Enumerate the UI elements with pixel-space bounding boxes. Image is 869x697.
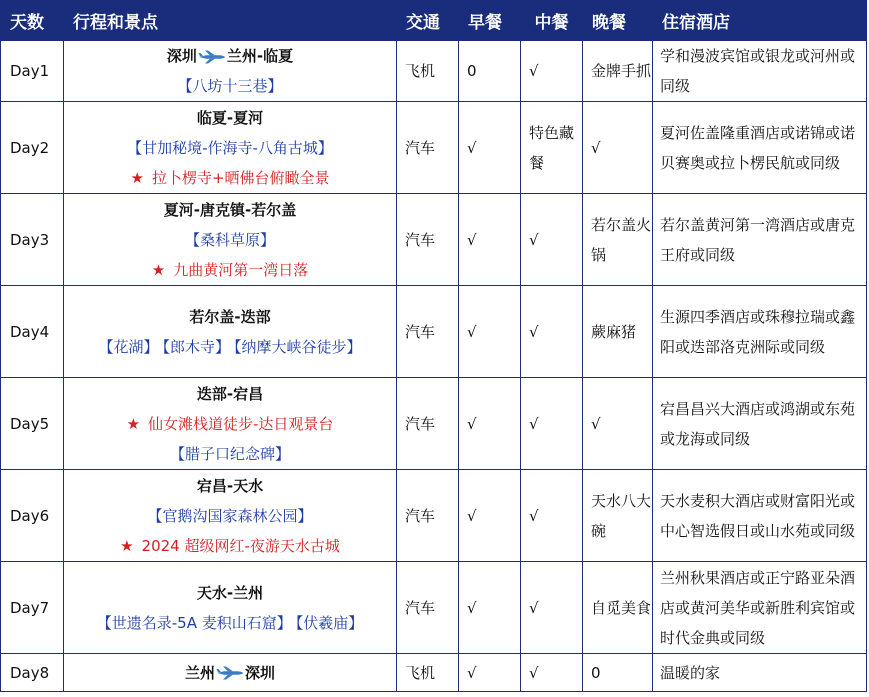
attraction-line (64, 439, 396, 469)
header-hotel: 住宿酒店 (653, 1, 867, 41)
header-itinerary: 行程和景点 (64, 1, 397, 41)
dinner-cell: 天水八大碗 (583, 470, 653, 562)
table-row (1, 470, 867, 562)
transport-cell: 汽车 (397, 102, 459, 194)
itinerary-cell (64, 41, 397, 102)
line-text: 【腊子口纪念碑】 (169, 444, 290, 463)
route-destination: 兰州-临夏 (226, 47, 294, 65)
transport-cell: 飞机 (397, 654, 459, 692)
dinner-cell: √ (583, 102, 653, 194)
route-title: 宕昌-天水 (196, 476, 264, 495)
attraction-tag: 【纳摩大峡谷徒步】 (234, 337, 362, 356)
breakfast-cell: 0 (459, 41, 521, 102)
table-row (1, 102, 867, 194)
lunch-cell: √ (521, 562, 583, 654)
line-text: 拉卜楞寺+晒佛台俯瞰全景 (151, 168, 330, 187)
header-breakfast: 早餐 (459, 1, 521, 41)
attraction-tag: 【世遗名录-5A 麦积山石窟】 (96, 613, 292, 632)
star-icon: ★ (126, 414, 141, 433)
itinerary-cell (64, 102, 397, 194)
line-text: 【八坊十三巷】 (177, 77, 283, 95)
table-row (1, 378, 867, 470)
route-title: 若尔盖-迭部 (189, 307, 271, 326)
lunch-cell: √ (521, 470, 583, 562)
dinner-cell: 蕨麻猪 (583, 286, 653, 378)
dinner-cell: 若尔盖火锅 (583, 194, 653, 286)
highlight-line (64, 531, 396, 561)
attraction-tag: 【郎木寺】 (162, 337, 230, 356)
star-icon: ★ (130, 168, 144, 187)
lunch-cell: √ (521, 286, 583, 378)
line-text: 【甘加秘境-作海寺-八角古城】 (127, 138, 333, 157)
table-row (1, 286, 867, 378)
attraction-line (64, 133, 396, 163)
table-row (1, 654, 867, 692)
line-text: 【官鹅沟国家森林公园】 (147, 506, 313, 525)
day-cell: Day8 (1, 654, 64, 692)
breakfast-cell: √ (459, 562, 521, 654)
itinerary-cell (64, 654, 397, 692)
hotel-cell: 学和漫波宾馆或银龙或河州或同级 (653, 41, 867, 102)
highlight-line (64, 409, 396, 439)
route-title (64, 41, 396, 71)
highlight-line (64, 163, 396, 193)
lunch-cell: √ (521, 654, 583, 692)
breakfast-cell: √ (459, 102, 521, 194)
breakfast-cell: √ (459, 470, 521, 562)
dinner-cell: 自觅美食 (583, 562, 653, 654)
star-icon: ★ (151, 260, 166, 279)
line-text: 2024 超级网红-夜游天水古城 (141, 536, 340, 555)
attraction-tags (64, 332, 396, 362)
day-cell: Day3 (1, 194, 64, 286)
star-icon: ★ (120, 536, 134, 555)
table-row (1, 562, 867, 654)
transport-cell: 汽车 (397, 470, 459, 562)
table-row (1, 41, 867, 102)
lunch-cell: √ (521, 378, 583, 470)
header-lunch: 中餐 (521, 1, 583, 41)
dinner-cell: √ (583, 378, 653, 470)
route-destination: 深圳 (245, 663, 276, 682)
hotel-cell: 若尔盖黄河第一湾酒店或唐克王府或同级 (653, 194, 867, 286)
itinerary-cell (64, 194, 397, 286)
attraction-tag: 【伏羲庙】 (295, 613, 364, 632)
route-origin: 兰州 (184, 663, 215, 682)
hotel-cell: 温暖的家 (653, 654, 867, 692)
transport-cell: 飞机 (397, 41, 459, 102)
itinerary-cell (64, 378, 397, 470)
lunch-cell: √ (521, 41, 583, 102)
day-cell: Day2 (1, 102, 64, 194)
hotel-cell: 生源四季酒店或珠穆拉瑞或鑫阳或迭部洛克洲际或同级 (653, 286, 867, 378)
route-title: 临夏-夏河 (196, 108, 264, 127)
day-cell: Day7 (1, 562, 64, 654)
dinner-cell: 金牌手抓 (583, 41, 653, 102)
breakfast-cell: √ (459, 286, 521, 378)
airplane-icon (198, 50, 226, 64)
route-origin: 深圳 (166, 47, 197, 65)
breakfast-cell: √ (459, 654, 521, 692)
dinner-cell: 0 (583, 654, 653, 692)
hotel-cell: 天水麦积大酒店或财富阳光或中心智选假日或山水苑或同级 (653, 470, 867, 562)
itinerary-cell (64, 286, 397, 378)
line-text: 【桑科草原】 (184, 230, 275, 249)
route-title (64, 658, 396, 688)
route-title: 迭部-宕昌 (196, 384, 264, 403)
itinerary-cell (64, 470, 397, 562)
attraction-line (64, 225, 396, 255)
route-title: 夏河-唐克镇-若尔盖 (163, 200, 297, 219)
attraction-tags (64, 608, 396, 638)
day-cell: Day4 (1, 286, 64, 378)
table-row (1, 194, 867, 286)
itinerary-cell (64, 562, 397, 654)
header-day: 天数 (1, 1, 64, 41)
lunch-cell: √ (521, 194, 583, 286)
header-transport: 交通 (397, 1, 459, 41)
day-cell: Day1 (1, 41, 64, 102)
table-header-row (1, 1, 867, 41)
day-cell: Day6 (1, 470, 64, 562)
highlight-line (64, 255, 396, 285)
attraction-line (64, 71, 396, 101)
transport-cell: 汽车 (397, 286, 459, 378)
breakfast-cell: √ (459, 194, 521, 286)
transport-cell: 汽车 (397, 194, 459, 286)
hotel-cell: 夏河佐盖隆重酒店或诺锦或诺贝赛奥或拉卜楞民航或同级 (653, 102, 867, 194)
transport-cell: 汽车 (397, 378, 459, 470)
attraction-tag: 【花湖】 (98, 337, 159, 356)
hotel-cell: 兰州秋果酒店或正宁路亚朵酒店或黄河美华或新胜利宾馆或时代金典或同级 (653, 562, 867, 654)
header-dinner: 晚餐 (583, 1, 653, 41)
route-title: 天水-兰州 (196, 583, 264, 602)
lunch-cell: 特色藏餐 (521, 102, 583, 194)
transport-cell: 汽车 (397, 562, 459, 654)
hotel-cell: 宕昌昌兴大酒店或鸿湖或东苑或龙海或同级 (653, 378, 867, 470)
breakfast-cell: √ (459, 378, 521, 470)
airplane-icon (216, 666, 244, 680)
line-text: 仙女滩栈道徒步-达日观景台 (148, 414, 334, 433)
day-cell: Day5 (1, 378, 64, 470)
attraction-line (64, 501, 396, 531)
line-text: 九曲黄河第一湾日落 (173, 260, 309, 279)
